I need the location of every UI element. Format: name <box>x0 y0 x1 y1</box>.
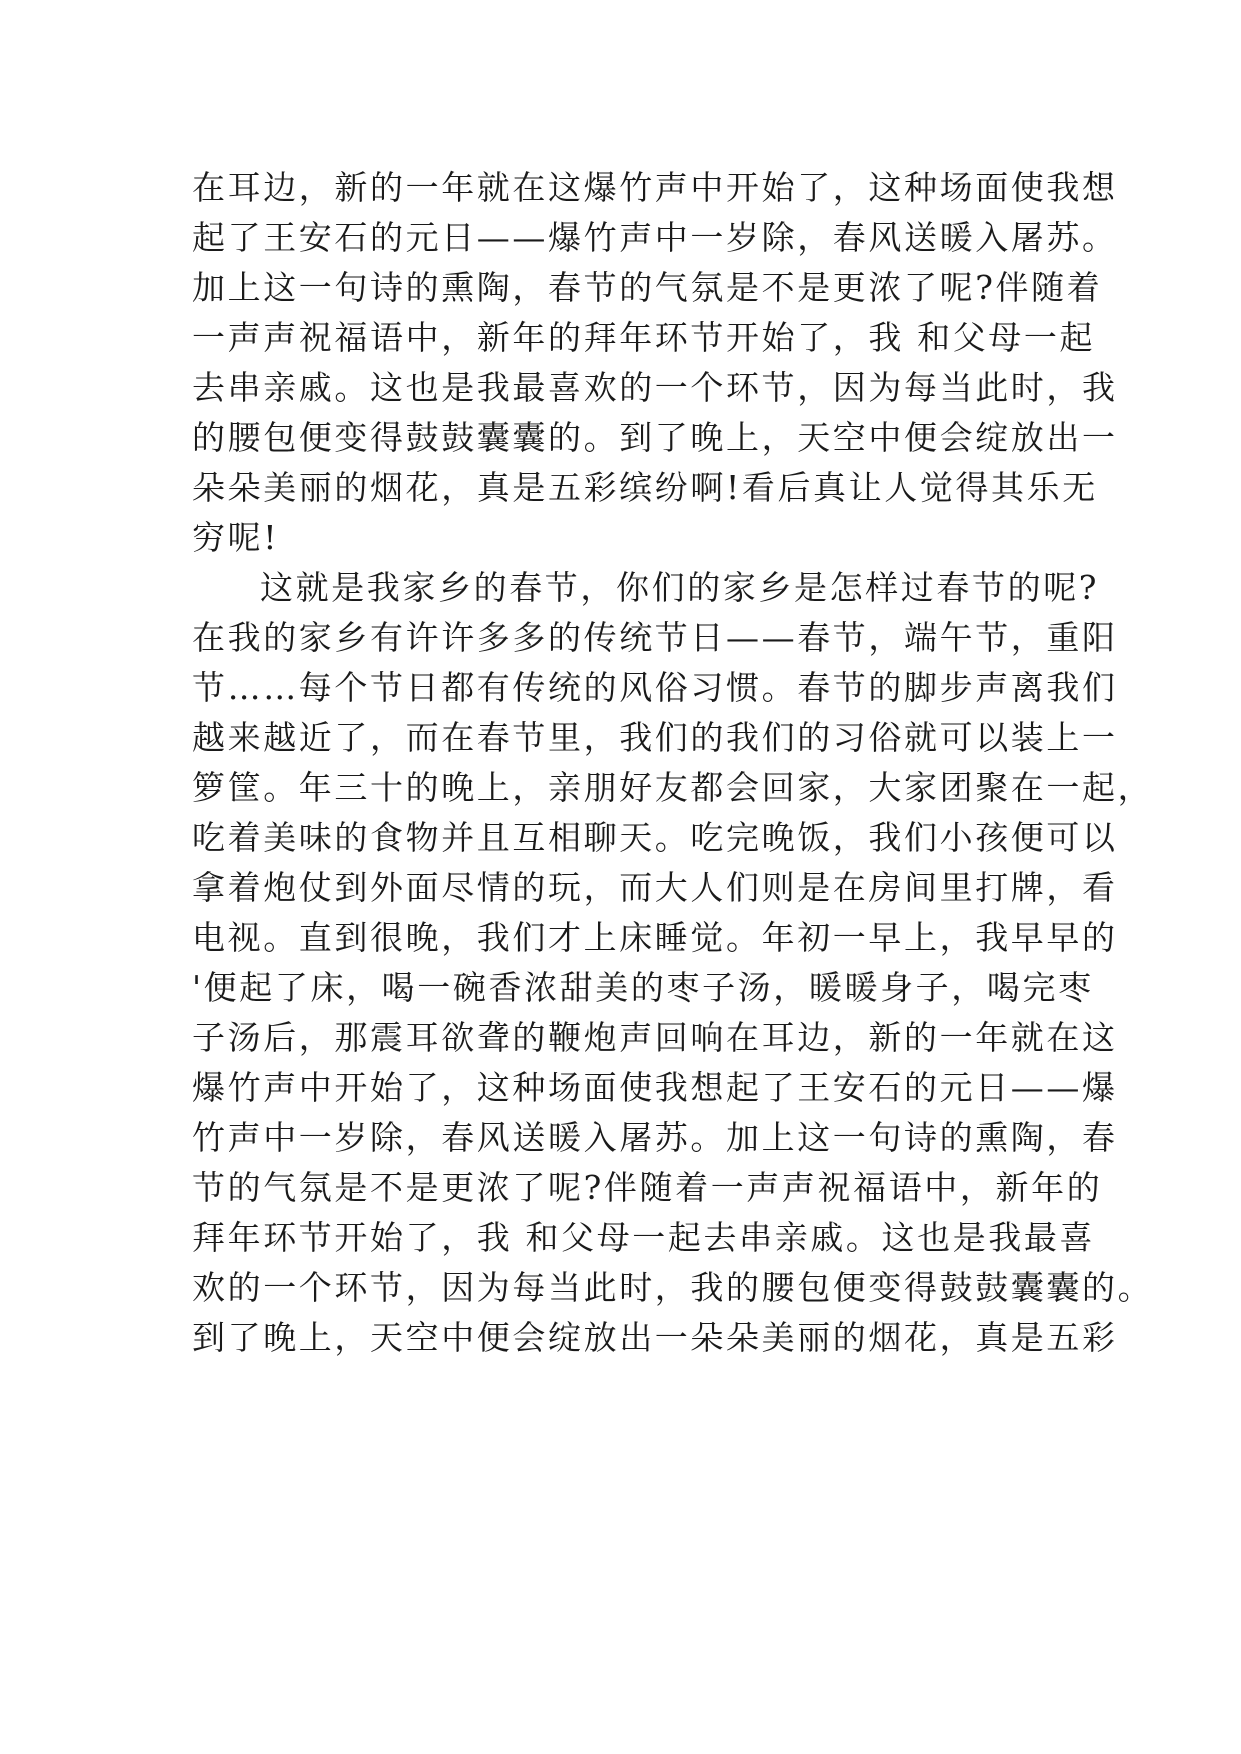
text-line: 节的气氛是不是更浓了呢?伴随着一声声祝福语中，新年的 <box>192 1168 1103 1207</box>
text-line: 去串亲戚。这也是我最喜欢的一个环节，因为每当此时，我 <box>192 368 1118 407</box>
text-line: 穷呢! <box>192 518 280 557</box>
text-line: '便起了床，喝一碗香浓甜美的枣子汤，暖暖身子，喝完枣 <box>192 968 1094 1007</box>
text-line: 竹声中一岁除，春风送暖入屠苏。加上这一句诗的熏陶，春 <box>192 1118 1118 1157</box>
text-line: 拜年环节开始了，我 和父母一起去串亲戚。这也是我最喜 <box>192 1218 1096 1257</box>
text-line: 吃着美味的食物并且互相聊天。吃完晚饭，我们小孩便可以 <box>192 818 1118 857</box>
text-line: 在我的家乡有许许多多的传统节日——春节，端午节，重阳 <box>192 618 1118 657</box>
text-line: 起了王安石的元日——爆竹声中一岁除，春风送暖入屠苏。 <box>192 218 1118 257</box>
text-line: 越来越近了，而在春节里，我们的我们的习俗就可以装上一 <box>192 718 1118 757</box>
text-line: 加上这一句诗的熏陶，春节的气氛是不是更浓了呢?伴随着 <box>192 268 1103 307</box>
body-text <box>192 163 1154 1363</box>
text-line: 一声声祝福语中，新年的拜年环节开始了，我 和父母一起 <box>192 318 1096 357</box>
paragraph <box>192 163 1118 563</box>
text-line: 爆竹声中开始了，这种场面使我想起了王安石的元日——爆 <box>192 1068 1118 1107</box>
text-line: 子汤后，那震耳欲聋的鞭炮声回响在耳边，新的一年就在这 <box>192 1018 1118 1057</box>
paragraph <box>192 563 1154 1363</box>
text-line: 到了晚上，天空中便会绽放出一朵朵美丽的烟花，真是五彩 <box>192 1318 1118 1357</box>
text-line: 节……每个节日都有传统的风俗习惯。春节的脚步声离我们 <box>192 668 1118 707</box>
text-line: 箩筐。年三十的晚上，亲朋好友都会回家，大家团聚在一起， <box>192 768 1154 807</box>
text-line: 拿着炮仗到外面尽情的玩，而大人们则是在房间里打牌，看 <box>192 868 1118 907</box>
text-line: 这就是我家乡的春节，你们的家乡是怎样过春节的呢? <box>260 568 1100 607</box>
text-line: 朵朵美丽的烟花，真是五彩缤纷啊!看后真让人觉得其乐无 <box>192 468 1098 507</box>
text-line: 电视。直到很晚，我们才上床睡觉。年初一早上，我早早的 <box>192 918 1118 957</box>
text-line: 在耳边，新的一年就在这爆竹声中开始了，这种场面使我想 <box>192 168 1118 207</box>
text-line: 的腰包便变得鼓鼓囊囊的。到了晚上，天空中便会绽放出一 <box>192 418 1118 457</box>
text-line: 欢的一个环节，因为每当此时，我的腰包便变得鼓鼓囊囊的。 <box>192 1268 1154 1307</box>
